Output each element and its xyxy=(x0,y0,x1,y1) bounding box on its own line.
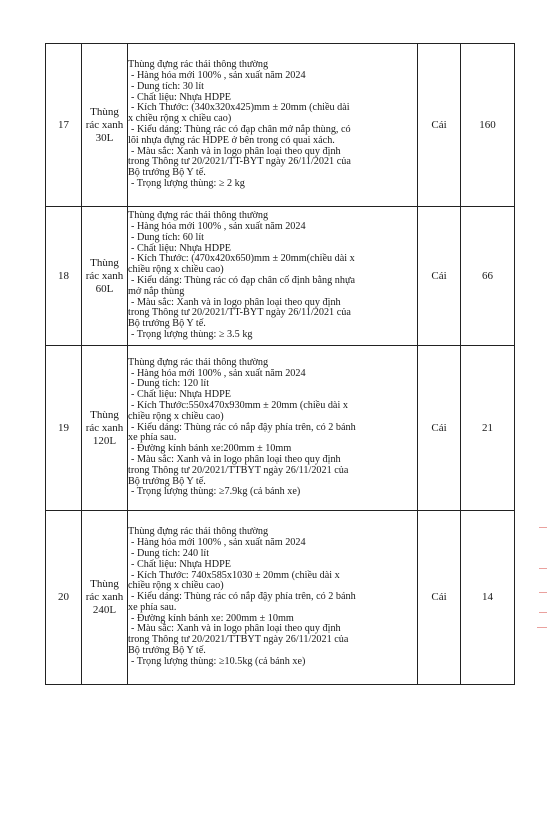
item-quantity: 160 xyxy=(461,44,515,207)
item-name-line: 60L xyxy=(95,282,114,295)
item-name-line: Thùng xyxy=(90,408,119,421)
item-name-line: 30L xyxy=(95,131,114,144)
description-line: - Dung tích: 30 lít xyxy=(131,80,205,92)
description-line: - Màu sắc: Xanh và in logo phân loại theo quy định xyxy=(131,296,341,308)
description-line: Thùng đựng rác thải thông thường xyxy=(128,526,269,538)
description-line: chiều rộng x chiều cao) xyxy=(128,410,224,422)
item-name xyxy=(82,346,128,511)
description-line: - Hàng hóa mới 100% , sản xuất năm 2024 xyxy=(131,70,306,82)
description-line: xe phía sau. xyxy=(128,601,177,613)
margin-mark xyxy=(539,592,547,593)
item-name-line: 120L xyxy=(92,434,117,447)
item-unit: Cái xyxy=(418,44,461,207)
description-line: - Kiểu dáng: Thùng rác có đạp chân cố định bằng nhựa xyxy=(131,275,356,286)
description-line: - Kiểu dáng: Thùng rác có đạp chân mở nắp thùng, có xyxy=(131,124,351,135)
item-quantity: 66 xyxy=(461,207,515,346)
description-line: trong Thông tư 20/2021/TT-BYT ngày 26/11/2021 của xyxy=(128,307,351,319)
item-name-line: Thùng xyxy=(90,578,119,590)
table-row xyxy=(46,511,515,685)
margin-mark xyxy=(539,568,547,569)
description-line: - Màu sắc: Xanh và in logo phân loại theo quy định xyxy=(131,145,341,157)
description-line: - Dung tích: 60 lít xyxy=(131,231,205,243)
table-row xyxy=(46,207,515,346)
description-line: - Chất liệu: Nhựa HDPE xyxy=(131,389,232,401)
description-line: - Trọng lượng thùng: ≥10.5kg (cả bánh xe) xyxy=(131,655,306,667)
description-line: trong Thông tư 20/2021/TTBYT ngày 26/11/2021 của xyxy=(128,464,349,476)
item-name-line: Thùng xyxy=(90,105,119,118)
item-unit: Cái xyxy=(418,207,461,346)
description-line: lõi nhựa đựng rác HDPE ở bên trong có quai xách. xyxy=(128,134,335,146)
description-line: - Chất liệu: Nhựa HDPE xyxy=(131,91,232,103)
item-description xyxy=(128,511,418,685)
item-description xyxy=(128,346,418,511)
item-number: 19 xyxy=(46,346,82,511)
margin-mark xyxy=(537,627,547,628)
item-name-line: rác xanh xyxy=(85,591,124,603)
description-line: - Hàng hóa mới 100% , sản xuất năm 2024 xyxy=(131,367,306,379)
description-line: trong Thông tư 20/2021/TT-BYT ngày 26/11/2021 của xyxy=(128,156,351,168)
description-line: chiều rộng x chiều cao) xyxy=(128,580,224,592)
description-line: - Trọng lượng thùng: ≥7.9kg (cả bánh xe) xyxy=(131,486,301,498)
item-name-line: rác xanh xyxy=(85,269,124,282)
item-name xyxy=(82,44,128,207)
description-line: - Đường kính bánh xe:200mm ± 10mm xyxy=(131,443,292,455)
item-unit: Cái xyxy=(418,346,461,511)
description-line: - Hàng hóa mới 100% , sản xuất năm 2024 xyxy=(131,537,306,549)
description-line: - Trọng lượng thùng: ≥ 3.5 kg xyxy=(131,328,253,340)
description-line: Thùng đựng rác thải thông thường xyxy=(128,210,269,222)
description-line: trong Thông tư 20/2021/TTBYT ngày 26/11/2021 của xyxy=(128,634,349,646)
margin-mark xyxy=(539,612,547,613)
description-line: - Dung tích: 120 lít xyxy=(131,378,210,390)
description-line: - Dung tích: 240 lít xyxy=(131,547,210,559)
item-description xyxy=(128,44,418,207)
description-line: chiều rộng x chiều cao) xyxy=(128,264,224,276)
description-line: - Màu sắc: Xanh và in logo phân loại theo quy định xyxy=(131,453,341,465)
item-number: 17 xyxy=(46,44,82,207)
description-line: - Trọng lượng thùng: ≥ 2 kg xyxy=(131,177,245,189)
item-unit: Cái xyxy=(418,511,461,685)
description-line: - Chất liệu: Nhựa HDPE xyxy=(131,558,232,570)
specification-table xyxy=(45,43,515,685)
margin-mark xyxy=(539,527,547,528)
description-line: - Đường kính bánh xe: 200mm ± 10mm xyxy=(131,612,294,624)
description-line: x chiều rộng x chiều cao) xyxy=(128,113,232,125)
description-line: - Hàng hóa mới 100% , sản xuất năm 2024 xyxy=(131,221,306,233)
item-name-line: rác xanh xyxy=(85,421,124,434)
item-name-line: rác xanh xyxy=(85,118,124,131)
item-name-line: 240L xyxy=(92,604,117,616)
table-row xyxy=(46,346,515,511)
description-line: - Kích Thước: 740x585x1030 ± 20mm (chiều dài x xyxy=(131,569,340,581)
description-line: Bộ trưởng Bộ Y tế. xyxy=(128,167,206,179)
item-name xyxy=(82,207,128,346)
item-quantity: 21 xyxy=(461,346,515,511)
description-line: Thùng đựng rác thải thông thường xyxy=(128,356,269,368)
description-line: - Kích Thước:550x470x930mm ± 20mm (chiều dài x xyxy=(131,400,348,411)
description-line: - Kích Thước: (340x320x425)mm ± 20mm (chiều dài xyxy=(131,102,350,114)
item-number: 20 xyxy=(46,511,82,685)
description-line: - Kích Thước: (470x420x650)mm ± 20mm(chiều dài x xyxy=(131,253,355,265)
description-line: Bộ trưởng Bộ Y tế. xyxy=(128,645,206,657)
table-body xyxy=(46,44,515,685)
item-description xyxy=(128,207,418,346)
description-line: Bộ trưởng Bộ Y tế. xyxy=(128,475,206,487)
description-line: Thùng đựng rác thải thông thường xyxy=(128,59,269,71)
item-name-line: Thùng xyxy=(90,256,119,269)
item-name xyxy=(82,511,128,685)
description-line: - Kiểu dáng: Thùng rác có nắp đậy phía trên, có 2 bánh xyxy=(131,591,356,603)
description-line: - Chất liệu: Nhựa HDPE xyxy=(131,242,232,254)
item-number: 18 xyxy=(46,207,82,346)
description-line: mở nắp thùng xyxy=(128,285,185,297)
description-line: - Màu sắc: Xanh và in logo phân loại theo quy định xyxy=(131,623,341,635)
description-line: Bộ trưởng Bộ Y tế. xyxy=(128,318,206,330)
description-line: xe phía sau. xyxy=(128,432,177,444)
table-row xyxy=(46,44,515,207)
description-line: - Kiểu dáng: Thùng rác có nắp đậy phía trên, có 2 bánh xyxy=(131,421,356,433)
item-quantity: 14 xyxy=(461,511,515,685)
